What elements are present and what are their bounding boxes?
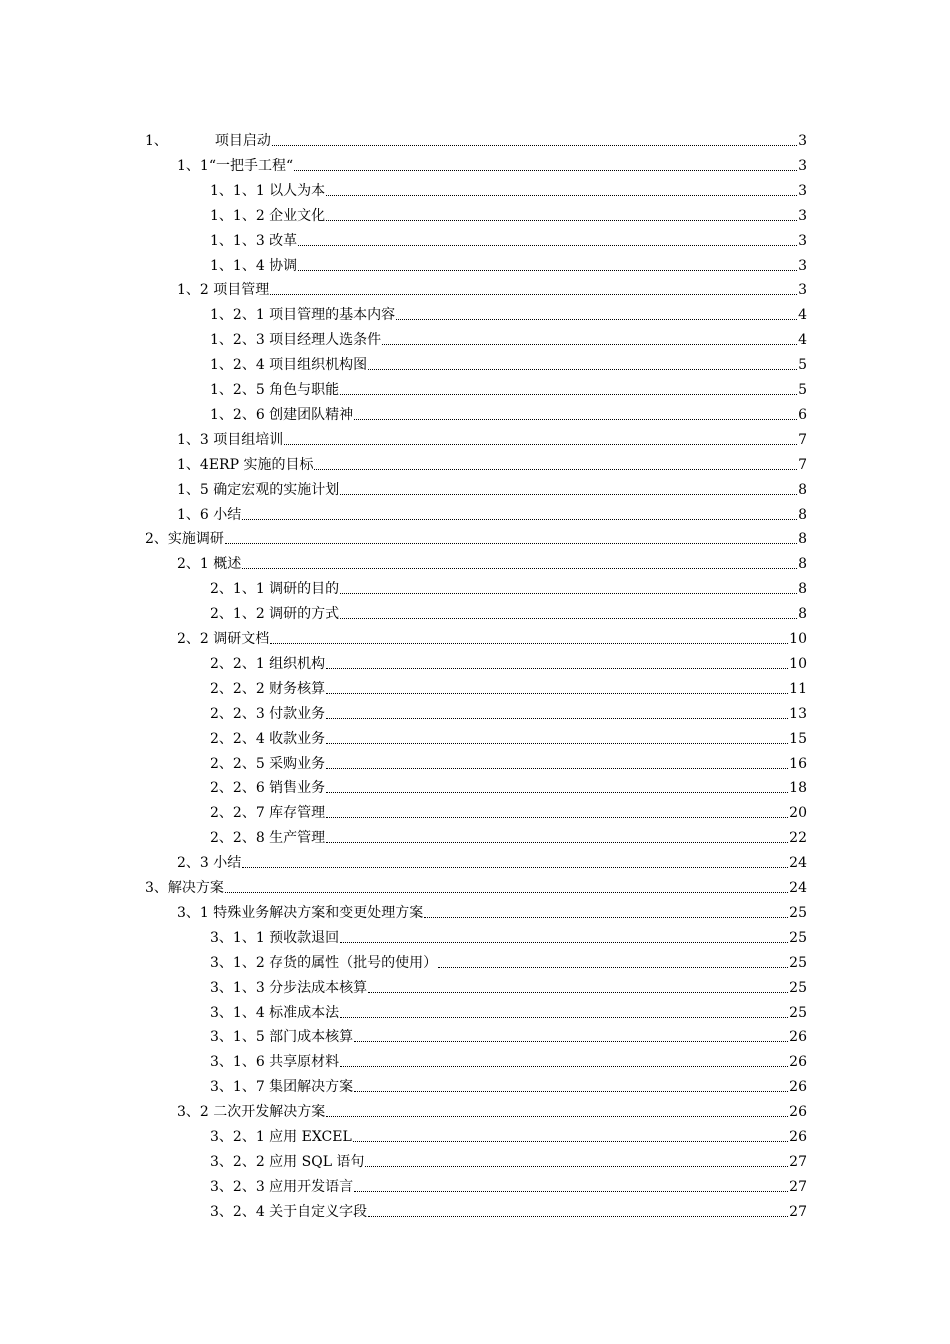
toc-dot-leader [354,1178,788,1196]
toc-entry[interactable] [210,772,807,797]
toc-dot-leader [353,1128,788,1146]
toc-entry-page-number: 22 [789,830,807,847]
toc-entry[interactable] [210,673,807,698]
toc-entry-page-number: 8 [798,556,807,573]
toc-entry-title: 3、2、4 关于自定义字段 [210,1203,368,1220]
toc-entry-title: 1、2、1 项目管理的基本内容 [210,307,396,324]
toc-entry-title: 2、2、3 付款业务 [210,705,326,722]
toc-entry-page-number: 26 [789,1029,807,1046]
toc-entry-page-number: 8 [798,606,807,623]
toc-entry[interactable] [210,250,807,275]
toc-dot-leader [340,1004,788,1022]
toc-entry[interactable] [177,474,807,499]
toc-entry[interactable] [210,1021,807,1046]
toc-entry-page-number: 26 [789,1079,807,1096]
toc-dot-leader [242,506,797,524]
toc-entry-page-number: 7 [798,431,807,448]
toc-entry-title: 2、实施调研 [145,531,224,548]
toc-dot-leader [298,232,797,250]
toc-entry[interactable] [210,1046,807,1071]
toc-entry-title: 项目启动 [214,133,271,149]
toc-entry-title: 3、1、3 分步法成本核算 [210,979,368,996]
toc-entry-title: 3、1、6 共享原材料 [210,1054,340,1071]
toc-entry-title: 3、1、7 集团解决方案 [210,1079,354,1096]
toc-dot-leader [340,381,797,399]
toc-entry-page-number: 25 [789,954,807,971]
toc-entry-page-number: 16 [789,755,807,772]
toc-entry-title: 2、2、8 生产管理 [210,830,326,847]
toc-entry[interactable] [210,698,807,723]
toc-entry[interactable] [210,723,807,748]
toc-dot-leader [326,829,788,847]
toc-entry-page-number: 25 [789,904,807,921]
toc-entry-title: 2、1、1 调研的目的 [210,581,340,598]
toc-dot-leader [424,904,788,922]
toc-entry[interactable] [177,499,807,524]
toc-entry-page-number: 8 [798,531,807,548]
toc-entry[interactable] [210,822,807,847]
toc-entry[interactable] [210,1121,807,1146]
toc-entry[interactable] [210,648,807,673]
toc-entry-page-number: 24 [789,855,807,872]
toc-entry-page-number: 11 [789,680,807,697]
toc-entry-page-number: 8 [798,581,807,598]
toc-entry[interactable] [177,1096,807,1121]
toc-dot-leader [368,356,797,374]
toc-dot-leader [368,979,788,997]
toc-entry[interactable] [210,225,807,250]
toc-entry-title: 3、2、2 应用 SQL 语句 [210,1153,365,1170]
toc-entry-page-number: 27 [789,1203,807,1220]
toc-entry[interactable] [210,997,807,1022]
toc-entry-title: 3、2、3 应用开发语言 [210,1178,354,1195]
toc-entry[interactable] [177,274,807,299]
toc-entry-title: 1、1、3 改革 [210,232,298,249]
toc-entry[interactable] [210,598,807,623]
toc-dot-leader [326,182,797,200]
toc-entry[interactable] [210,748,807,773]
toc-dot-leader [354,406,797,424]
toc-entry[interactable] [177,424,807,449]
toc-entry-title: 2、1 概述 [177,556,242,573]
toc-entry-page-number: 20 [789,805,807,822]
toc-entry[interactable] [210,399,807,424]
toc-entry-title: 3、解决方案 [145,880,224,896]
toc-entry-title: 2、2、7 库存管理 [210,805,326,822]
toc-dot-leader [340,929,788,947]
toc-entry-page-number: 4 [798,332,807,349]
toc-dot-leader [396,306,797,324]
toc-dot-leader [368,1203,788,1221]
toc-dot-leader [326,755,788,773]
toc-entry[interactable] [177,150,807,175]
toc-entry[interactable] [210,573,807,598]
toc-entry-page-number: 5 [798,382,807,398]
toc-entry[interactable] [177,548,807,573]
toc-dot-leader [340,580,797,598]
toc-entry-title: 2、2 调研文档 [177,631,270,647]
toc-entry-title: 1、2、3 项目经理人选条件 [210,332,382,349]
toc-dot-leader [294,157,797,175]
toc-dot-leader [270,281,797,299]
toc-entry-page-number: 25 [789,929,807,946]
toc-entry-title: 3、1、2 存货的属性（批号的使用） [210,954,438,971]
toc-entry-page-number: 3 [798,232,807,249]
toc-entry-title: 3、2、1 应用 EXCEL [210,1129,352,1145]
toc-entry-title: 1、1、4 协调 [210,257,298,274]
toc-dot-leader [314,456,797,474]
toc-dot-leader [326,1103,788,1121]
toc-entry-page-number: 3 [798,133,807,149]
toc-entry[interactable] [210,299,807,324]
toc-entry-title: 3、1、1 预收款退回 [210,929,340,946]
toc-entry[interactable] [177,847,807,872]
toc-entry-title: 2、3 小结 [177,855,242,872]
toc-entry[interactable] [145,125,807,150]
toc-entry-page-number: 27 [789,1178,807,1195]
toc-entry[interactable] [145,872,807,897]
toc-entry[interactable] [210,972,807,997]
toc-dot-leader [326,655,788,673]
toc-entry-page-number: 26 [789,1129,807,1145]
toc-entry-page-number: 13 [789,705,807,722]
toc-entry[interactable] [210,349,807,374]
toc-entry[interactable] [210,1146,807,1171]
toc-entry-title: 1、3 项目组培训 [177,431,284,448]
toc-dot-leader [242,555,797,573]
toc-entry-page-number: 7 [798,456,807,473]
toc-entry[interactable] [210,797,807,822]
toc-entry[interactable] [210,374,807,399]
toc-entry-page-number: 26 [789,1104,807,1121]
toc-entry-page-number: 3 [798,207,807,224]
toc-entry[interactable] [210,1196,807,1221]
toc-entry-page-number: 6 [798,406,807,423]
toc-entry[interactable] [210,947,807,972]
toc-entry-title: 2、2、6 销售业务 [210,780,326,797]
toc-entry[interactable] [210,200,807,225]
toc-entry-page-number: 3 [798,257,807,274]
toc-entry-page-number: 15 [789,730,807,747]
toc-entry-title: 1、6 小结 [177,506,242,523]
toc-entry-page-number: 25 [789,979,807,996]
toc-entry[interactable] [145,523,807,548]
toc-dot-leader [272,132,797,150]
toc-entry-page-number: 3 [798,157,807,174]
toc-dot-leader [438,954,788,972]
toc-entry-page-number: 27 [789,1153,807,1170]
toc-entry-title: 1、2 项目管理 [177,282,270,299]
toc-entry-title: 2、1、2 调研的方式 [210,606,340,623]
toc-entry-page-number: 18 [789,780,807,797]
toc-entry-title: 2、2、2 财务核算 [210,680,326,697]
toc-entry-title: 1、2、4 项目组织机构图 [210,357,368,374]
toc-dot-leader [270,630,788,648]
toc-dot-leader [340,481,797,499]
toc-dot-leader [354,1028,788,1046]
toc-entry[interactable] [177,623,807,648]
toc-dot-leader [326,680,788,698]
toc-entry-title: 2、2、4 收款业务 [210,730,326,747]
toc-dot-leader [326,730,788,748]
toc-entry-title: 1、5 确定宏观的实施计划 [177,481,340,498]
toc-entry-title: 3、1 特殊业务解决方案和变更处理方案 [177,904,424,921]
toc-entry-title: 2、2、5 采购业务 [210,755,326,772]
toc-entry-page-number: 8 [798,506,807,523]
toc-entry[interactable] [210,175,807,200]
toc-dot-leader [326,705,788,723]
toc-dot-leader [326,779,788,797]
toc-dot-leader [354,1078,788,1096]
toc-entry[interactable] [210,922,807,947]
toc-dot-leader [365,1153,788,1171]
toc-entry-page-number: 24 [789,880,807,896]
toc-dot-leader [284,431,797,449]
toc-dot-leader [382,331,797,349]
toc-entry-title: 1、1、2 企业文化 [210,207,326,224]
toc-dot-leader [340,605,797,623]
toc-entry-title: 1、1、1 以人为本 [210,182,326,199]
toc-entry[interactable] [210,324,807,349]
toc-entry-page-number: 8 [798,481,807,498]
toc-entry-title: 2、2、1 组织机构 [210,655,326,672]
toc-entry-title: 3、1、4 标准成本法 [210,1004,340,1021]
toc-entry-title: 3、2 二次开发解决方案 [177,1104,326,1121]
toc-entry-page-number: 10 [789,631,807,647]
toc-dot-leader [326,207,797,225]
toc-dot-leader [225,530,797,548]
toc-entry-page-number: 26 [789,1054,807,1071]
toc-entry[interactable] [177,449,807,474]
toc-entry[interactable] [210,1071,807,1096]
toc-entry[interactable] [210,1171,807,1196]
toc-entry-title: 1、2、5 角色与职能 [210,382,340,398]
toc-dot-leader [298,257,797,275]
toc-entry-page-number: 3 [798,182,807,199]
toc-entry-page-number: 25 [789,1004,807,1021]
toc-entry-title: 1、4ERP 实施的目标 [177,456,314,473]
toc-entry-title: 1、2、6 创建团队精神 [210,406,354,423]
toc-entry-title: 3、1、5 部门成本核算 [210,1029,354,1046]
toc-entry-page-number: 3 [798,282,807,299]
toc-dot-leader [225,879,788,897]
toc-entry-page-number: 10 [789,655,807,672]
toc-dot-leader [326,804,788,822]
toc-entry-title: 1、1“一把手工程“ [177,157,294,174]
toc-dot-leader [340,1053,788,1071]
toc-entry-page-number: 4 [798,307,807,324]
toc-entry[interactable] [177,897,807,922]
toc-entry-page-number: 5 [798,357,807,374]
toc-entry-number: 1、 [145,133,168,149]
toc-dot-leader [242,854,788,872]
